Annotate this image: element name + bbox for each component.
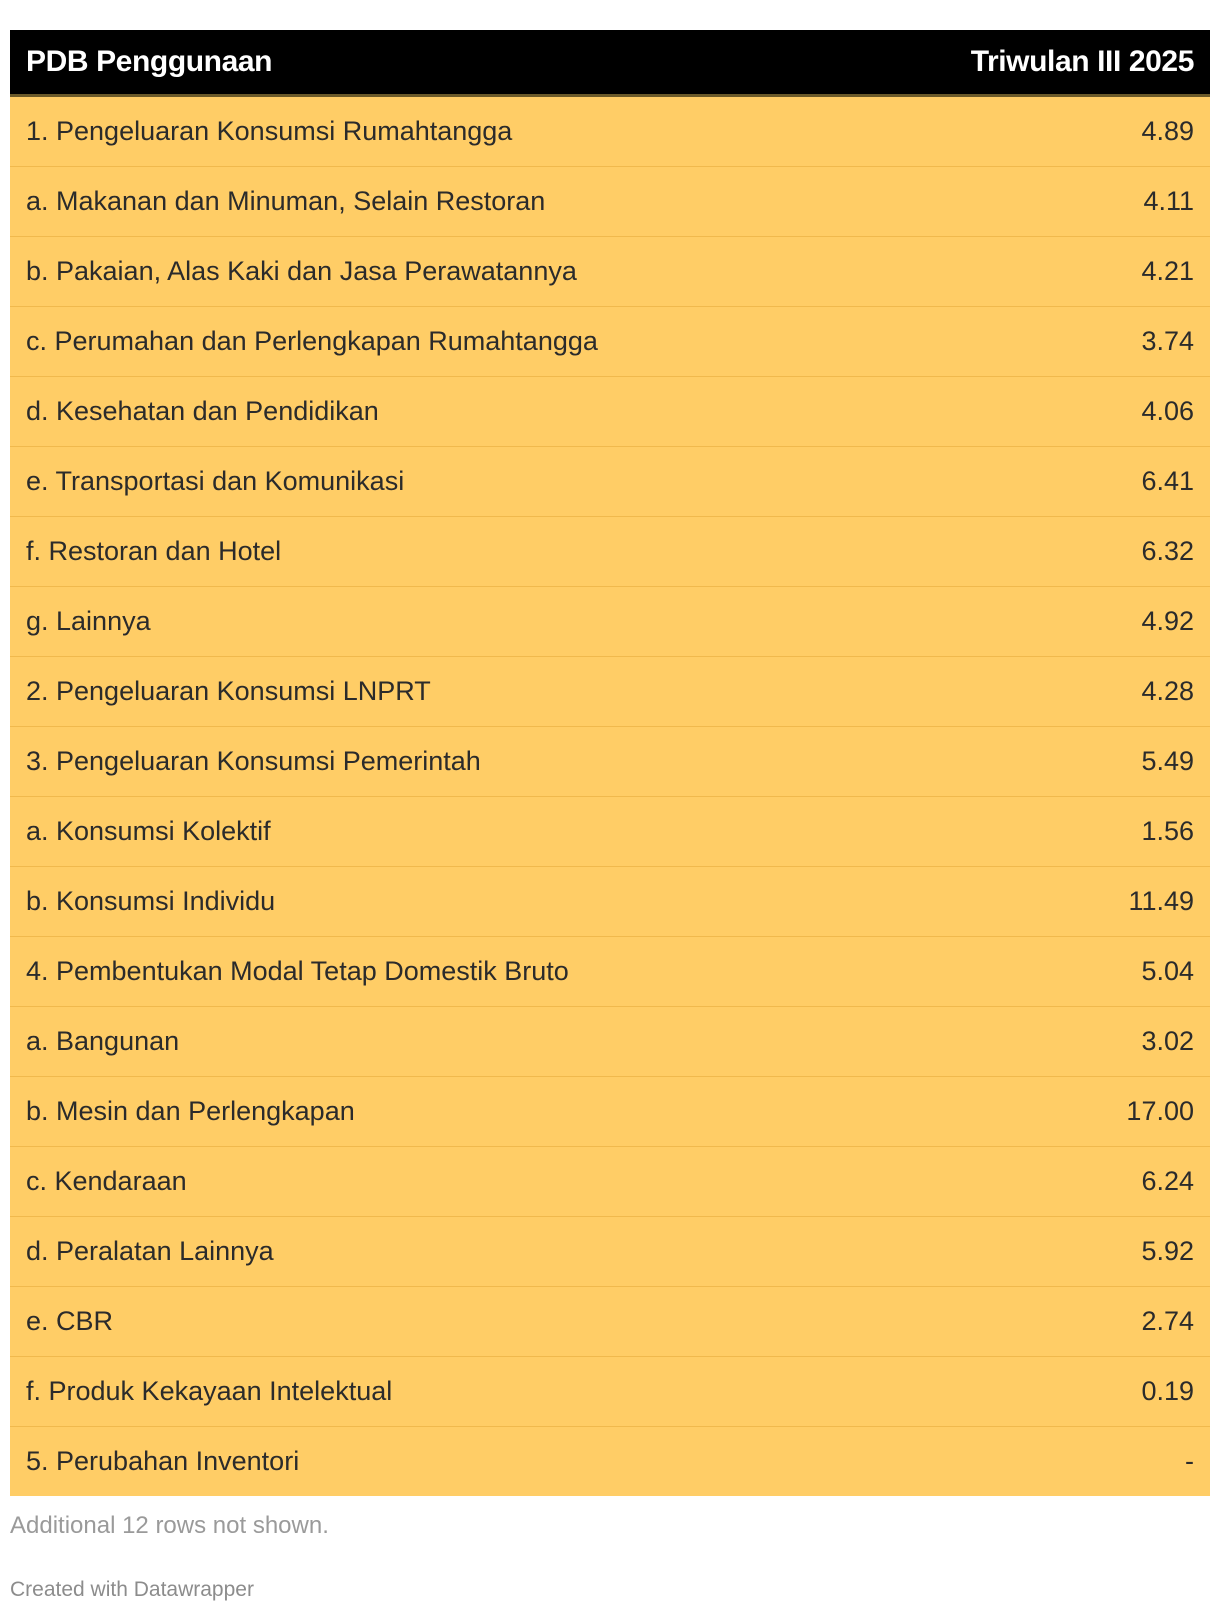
row-value: 0.19 [610, 1357, 1210, 1427]
row-label: 2. Pengeluaran Konsumsi LNPRT [10, 657, 610, 727]
column-header-value[interactable]: Triwulan III 2025 [610, 30, 1210, 96]
table-row [10, 447, 1210, 517]
table-row [10, 1077, 1210, 1147]
row-label: 5. Perubahan Inventori [10, 1427, 610, 1497]
data-table-container [10, 30, 1210, 1496]
row-value: 3.02 [610, 1007, 1210, 1077]
data-table [10, 30, 1210, 1496]
row-value: 4.06 [610, 377, 1210, 447]
row-value: 4.28 [610, 657, 1210, 727]
row-value: 17.00 [610, 1077, 1210, 1147]
row-value: 5.49 [610, 727, 1210, 797]
row-value: 2.74 [610, 1287, 1210, 1357]
row-label: 4. Pembentukan Modal Tetap Domestik Bruto [10, 937, 610, 1007]
table-row [10, 1287, 1210, 1357]
table-row [10, 937, 1210, 1007]
row-label: g. Lainnya [10, 587, 610, 657]
row-label: c. Kendaraan [10, 1147, 610, 1217]
row-label: c. Perumahan dan Perlengkapan Rumahtangga [10, 307, 610, 377]
column-header-label[interactable]: PDB Penggunaan [10, 30, 610, 96]
row-value: 4.21 [610, 237, 1210, 307]
row-label: f. Restoran dan Hotel [10, 517, 610, 587]
table-row [10, 1427, 1210, 1497]
table-row [10, 96, 1210, 167]
row-label: a. Bangunan [10, 1007, 610, 1077]
table-row [10, 587, 1210, 657]
table-row [10, 517, 1210, 587]
row-label: f. Produk Kekayaan Intelektual [10, 1357, 610, 1427]
row-label: d. Kesehatan dan Pendidikan [10, 377, 610, 447]
table-body [10, 96, 1210, 1497]
row-label: b. Konsumsi Individu [10, 867, 610, 937]
row-value: 11.49 [610, 867, 1210, 937]
table-row [10, 727, 1210, 797]
row-value: 5.04 [610, 937, 1210, 1007]
row-label: 3. Pengeluaran Konsumsi Pemerintah [10, 727, 610, 797]
table-row [10, 797, 1210, 867]
rows-not-shown-note: Additional 12 rows not shown. [10, 1512, 329, 1539]
row-value: 3.74 [610, 307, 1210, 377]
row-value: 1.56 [610, 797, 1210, 867]
row-value: 4.11 [610, 167, 1210, 237]
row-value: 5.92 [610, 1217, 1210, 1287]
table-row [10, 307, 1210, 377]
table-row [10, 1147, 1210, 1217]
row-value: 6.41 [610, 447, 1210, 517]
table-row [10, 377, 1210, 447]
datawrapper-credit: Created with Datawrapper [10, 1578, 254, 1601]
table-row [10, 1357, 1210, 1427]
row-label: b. Pakaian, Alas Kaki dan Jasa Perawatannya [10, 237, 610, 307]
row-label: d. Peralatan Lainnya [10, 1217, 610, 1287]
row-value: 4.89 [1141, 116, 1194, 146]
table-row [10, 657, 1210, 727]
row-label: b. Mesin dan Perlengkapan [10, 1077, 610, 1147]
table-row [10, 167, 1210, 237]
row-label: a. Konsumsi Kolektif [10, 797, 610, 867]
row-value: 6.24 [610, 1147, 1210, 1217]
row-value: 4.92 [610, 587, 1210, 657]
row-label: 1. Pengeluaran Konsumsi Rumahtangga [26, 116, 513, 146]
row-label: e. Transportasi dan Komunikasi [10, 447, 610, 517]
table-row [10, 1217, 1210, 1287]
row-label: a. Makanan dan Minuman, Selain Restoran [10, 167, 610, 237]
table-header [10, 30, 1210, 96]
table-row [10, 867, 1210, 937]
header-row [10, 30, 1210, 96]
table-row [10, 1007, 1210, 1077]
table-row [10, 237, 1210, 307]
row-value: - [610, 1427, 1210, 1497]
row-label: e. CBR [10, 1287, 610, 1357]
row-value: 6.32 [610, 517, 1210, 587]
